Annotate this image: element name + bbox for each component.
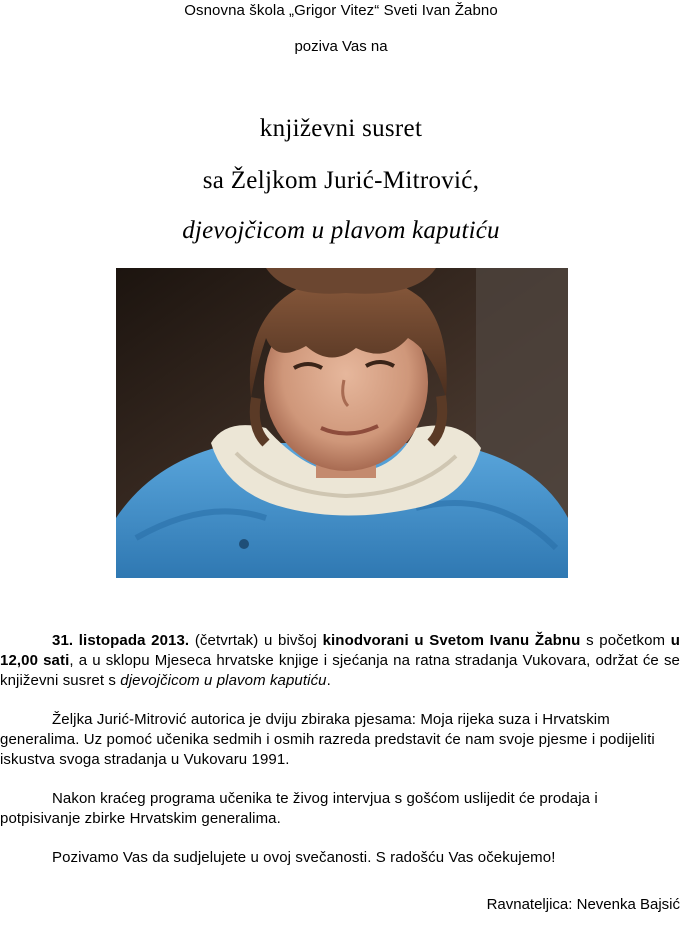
event-day-text: (četvrtak) u bivšoj (189, 632, 323, 649)
program-paragraph: Nakon kraćeg programa učenika te živog intervjua s gošćom uslijedit će prodaja i potpisivanje zbirke Hrvatskim generalima. (0, 790, 598, 827)
author-paragraph: Željka Jurić-Mitrović autorica je dviju zbiraka pjesama: Moja rijeka suza i Hrvatskim generalima. Uz pomoć učenika sedmih i osmih razreda predstavit će nam svoje pjesme i podijeliti iskustva svoga stradanja u Vukovaru 1991. (0, 711, 655, 768)
school-name: Osnovna škola „Grigor Vitez“ Sveti Ivan Žabno (184, 2, 498, 19)
invitation-body (0, 631, 680, 868)
event-start-text: s početkom (580, 632, 671, 649)
event-title: književni susret (259, 115, 423, 142)
guest-name-line: sa Željkom Jurić-Mitrović, (202, 167, 480, 194)
guest-photo (116, 268, 568, 578)
guest-subtitle: djevojčicom u plavom kaputiću (182, 217, 500, 244)
invitation-line: poziva Vas na (294, 38, 388, 55)
event-date: 31. listopada 2013. (52, 632, 190, 649)
event-book-title: djevojčicom u plavom kaputiću (120, 672, 327, 689)
closing-paragraph: Pozivamo Vas da sudjelujete u ovoj svečanosti. S radošću Vas očekujemo! (52, 849, 556, 866)
event-end-punctuation: . (326, 672, 331, 689)
event-venue: kinodvorani u Svetom Ivanu Žabnu (322, 632, 581, 649)
principal-signature: Ravnateljica: Nevenka Bajsić (486, 896, 680, 913)
event-time: u 12,00 sati (0, 632, 681, 669)
event-context-text: , a u sklopu Mjeseca hrvatske knjige i sjećanja na ratna stradanja Vukovara, održat će se književni susret s (0, 652, 680, 689)
event-details-paragraph (0, 631, 680, 691)
